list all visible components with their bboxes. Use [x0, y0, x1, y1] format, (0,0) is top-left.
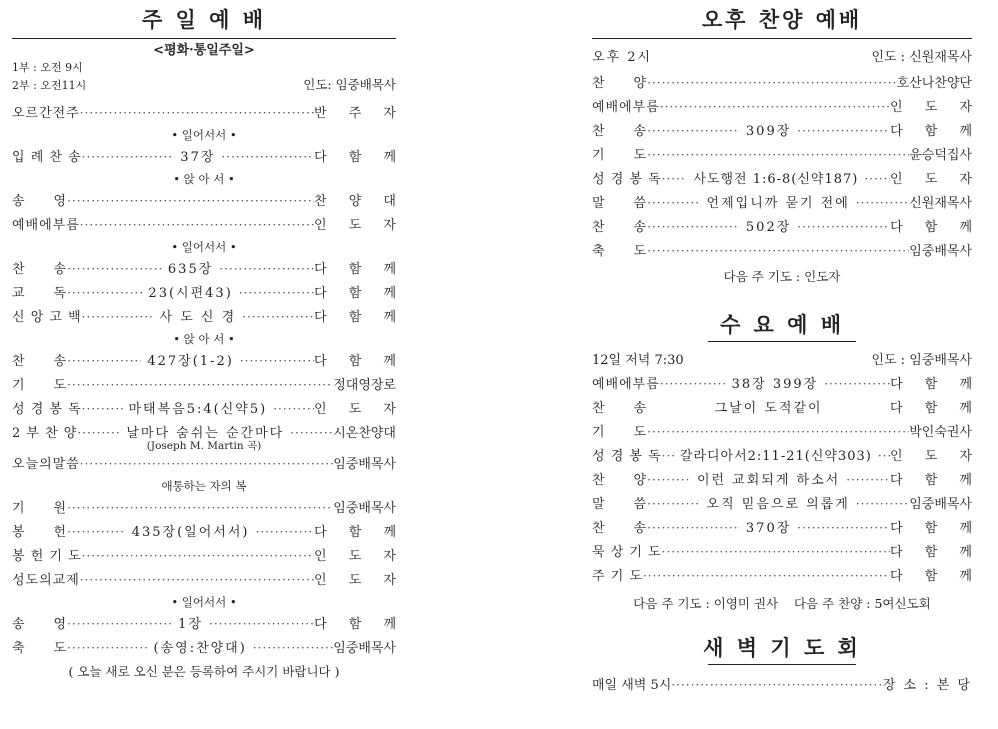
afternoon-time: 오후 2시: [592, 50, 653, 65]
order-label: 2 부 찬 양: [12, 426, 78, 441]
afternoon-header: [592, 47, 972, 69]
dot-leader: [662, 540, 890, 564]
order-responsible: 다 함 께: [890, 569, 981, 584]
order-label: 주 기 도: [592, 569, 643, 584]
order-label: 찬 송: [12, 262, 68, 277]
dot-leader: [67, 281, 142, 305]
order-content: 갈라디아서2:11-21(신약303): [679, 449, 872, 464]
order-item: [12, 520, 406, 544]
order-responsible: 윤승덕집사: [909, 148, 972, 163]
order-content: 그날이 도적같이: [714, 401, 823, 416]
order-responsible: 다 함 께: [314, 310, 406, 325]
dot-leader: [80, 452, 333, 476]
order-label: 말 씀: [592, 196, 648, 211]
order-label: 기 도: [12, 378, 68, 393]
order-responsible: 다 함 께: [890, 124, 982, 139]
order-label: 송 영: [12, 194, 68, 209]
order-label: 찬 송: [592, 124, 648, 139]
order-responsible: 임중배목사: [333, 457, 396, 472]
dot-leader: [242, 305, 314, 329]
afternoon-title: 오후 찬양 예배: [701, 8, 863, 32]
dot-leader: [647, 71, 897, 95]
order-note: 애통하는 자의 복: [161, 479, 247, 493]
wednesday-title-rule: [708, 341, 856, 342]
order-item: [12, 373, 396, 397]
dot-leader: [67, 257, 162, 281]
order-responsible: 호산나찬양단: [896, 76, 972, 91]
order-responsible: 임중배목사: [909, 244, 972, 259]
dot-leader: [82, 145, 175, 169]
order-item: [592, 492, 972, 516]
order-responsible: 다 함 께: [890, 377, 982, 392]
dot-leader: [67, 189, 314, 213]
dot-leader: [290, 421, 333, 445]
order-label: 찬 송: [12, 354, 68, 369]
dot-leader: [647, 191, 700, 215]
dot-leader: [221, 145, 314, 169]
dot-leader: [878, 444, 890, 468]
dot-leader: [662, 167, 688, 191]
dot-leader: [253, 636, 333, 660]
dot-leader: [67, 349, 141, 373]
order-responsible: 임중배목사: [909, 497, 972, 512]
order-label: 묵 상 기 도: [592, 545, 662, 560]
dot-leader: [80, 213, 314, 237]
order-content: 날마다 숨쉬는 순간마다: [126, 426, 285, 441]
order-note: • 앉 아 서 •: [173, 172, 235, 186]
dot-leader: [660, 95, 890, 119]
order-item: [592, 95, 981, 119]
order-item: [12, 145, 406, 169]
order-content: 309장: [745, 124, 792, 139]
dot-leader: [824, 372, 890, 396]
order-item: [12, 568, 405, 592]
order-content: 사 도 신 경: [159, 310, 237, 325]
dot-leader: [797, 119, 890, 143]
order-responsible: 인 도 자: [314, 573, 405, 588]
dot-leader: [797, 516, 890, 540]
dot-leader: [82, 305, 154, 329]
order-responsible: 다 함 께: [890, 473, 981, 488]
order-responsible: 인 도 자: [314, 218, 405, 233]
service-2-line: [12, 75, 396, 93]
order-label: 신 앙 고 백: [12, 310, 82, 325]
wednesday-order-list: [592, 372, 982, 588]
order-responsible: 다 함 께: [314, 525, 406, 540]
dot-leader: [856, 492, 909, 516]
sunday-leader: 인도: 임중배목사: [303, 77, 396, 92]
order-note: • 일어서서 •: [171, 240, 237, 254]
order-item: [12, 496, 396, 520]
order-content: 38장 399장: [731, 377, 819, 392]
sunday-section: [12, 0, 406, 680]
order-responsible: 다 함 께: [890, 545, 981, 560]
order-label: 찬 양: [592, 76, 648, 91]
order-content: 오직 믿음으로 의롭게: [706, 497, 850, 512]
order-item: [592, 396, 981, 420]
order-label: 교 독: [12, 286, 68, 301]
order-item: [12, 189, 405, 213]
order-content: 37장: [180, 150, 216, 165]
order-subnote: (Joseph M. Martin 곡): [146, 440, 262, 452]
order-note: • 앉 아 서 •: [173, 332, 235, 346]
order-label: 말 씀: [592, 497, 648, 512]
order-responsible: 다 함 께: [890, 220, 982, 235]
order-responsible: 시온찬양대: [333, 426, 396, 441]
order-item: [12, 544, 405, 568]
dot-leader: [846, 468, 890, 492]
dawn-title: 새 벽 기 도 회: [703, 636, 861, 660]
afternoon-order-list: [592, 71, 982, 263]
order-item: [12, 452, 396, 476]
order-responsible: 정대영장로: [333, 378, 396, 393]
dot-leader: [647, 239, 909, 263]
order-content: (송영:찬양대): [153, 641, 247, 656]
dot-leader: [647, 492, 700, 516]
order-responsible: 다 함 께: [314, 354, 405, 369]
dot-leader: [647, 143, 909, 167]
dot-leader: [240, 349, 314, 373]
order-label: 성 경 봉 독: [592, 172, 662, 187]
dot-leader: [864, 167, 890, 191]
dot-leader: [80, 568, 314, 592]
order-responsible: 인 도 자: [314, 402, 405, 417]
order-item: [592, 468, 981, 492]
dot-leader: [647, 215, 740, 239]
dot-leader: [856, 191, 909, 215]
order-label: 축 도: [592, 244, 648, 259]
afternoon-title-rule: [592, 38, 972, 39]
order-content: 635장: [167, 262, 214, 277]
order-note: • 일어서서 •: [171, 595, 237, 609]
order-responsible: 박인숙권사: [909, 425, 972, 440]
order-item: [592, 239, 972, 263]
dot-leader: [647, 516, 740, 540]
order-label: 송 영: [12, 617, 68, 632]
service-1-time: 1부 : 오전 9시: [12, 61, 83, 74]
order-responsible: 인 도 자: [314, 549, 405, 564]
dot-leader: [82, 544, 314, 568]
order-item: [12, 397, 405, 421]
order-content: 사도행전 1:6-8(신약187): [693, 172, 859, 187]
order-label: 찬 송: [592, 220, 648, 235]
order-content: 435장(일어서서): [131, 525, 250, 540]
dot-leader: [647, 119, 740, 143]
order-label: 성도의교제: [12, 573, 80, 588]
order-item: [592, 420, 972, 444]
order-label: 성 경 봉 독: [12, 402, 82, 417]
order-item: [12, 257, 406, 281]
right-column: [592, 0, 982, 697]
wednesday-time: 12일 저녁 7:30: [592, 353, 684, 368]
order-item: [592, 167, 981, 191]
service-2-time: 2부 : 오전11시: [12, 79, 87, 92]
order-content: 23(시편43): [148, 286, 233, 301]
dawn-place: 장 소 : 본 당: [882, 678, 972, 693]
order-label: 축 도: [12, 641, 68, 656]
dot-leader: [77, 421, 120, 445]
dot-leader: [273, 397, 314, 421]
order-item: [592, 215, 982, 239]
order-label: 찬 송: [592, 521, 648, 536]
order-responsible: 찬 양 대: [314, 194, 405, 209]
order-note: • 일어서서 •: [171, 128, 237, 142]
order-item: [12, 305, 406, 329]
dot-leader: [67, 636, 147, 660]
sunday-footer: ( 오늘 새로 오신 분은 등록하여 주시기 바랍니다 ): [68, 664, 340, 679]
order-label: 예배에부름: [12, 218, 80, 233]
dawn-line: [592, 673, 972, 697]
sunday-title-rule: [12, 38, 396, 39]
order-label: 봉 헌 기 도: [12, 549, 82, 564]
dawn-time: 매일 새벽 5시: [592, 678, 672, 693]
order-responsible: 다 함 께: [314, 286, 406, 301]
order-label: 입 례 찬 송: [12, 150, 82, 165]
order-item: [592, 564, 981, 588]
order-responsible: 다 함 께: [314, 150, 406, 165]
order-label: 기 원: [12, 501, 68, 516]
order-label: 오늘의말씀: [12, 457, 80, 472]
dot-leader: [797, 215, 890, 239]
order-responsible: 반 주 자: [314, 106, 405, 121]
order-item: [12, 636, 396, 660]
sunday-order-list: [12, 101, 406, 660]
order-item: [592, 191, 972, 215]
order-item: [12, 101, 405, 125]
order-item: [592, 540, 981, 564]
order-item: [592, 143, 972, 167]
order-responsible: 인 도 자: [890, 449, 981, 464]
order-label: 예배에부름: [592, 377, 660, 392]
order-responsible: 다 함 께: [314, 617, 406, 632]
order-label: 기 도: [592, 425, 648, 440]
order-item: [12, 281, 406, 305]
dot-leader: [647, 468, 691, 492]
order-item: [592, 119, 982, 143]
dot-leader: [67, 520, 126, 544]
order-responsible: 인 도 자: [890, 172, 981, 187]
order-item: [12, 612, 406, 636]
dot-leader: [67, 612, 172, 636]
order-label: 봉 헌: [12, 525, 68, 540]
order-content: 502장: [745, 220, 792, 235]
order-content: 마태복음5:4(신약5): [128, 402, 268, 417]
sunday-subtitle: <평화·통일주일>: [153, 43, 255, 58]
dot-leader: [67, 373, 333, 397]
afternoon-leader: 인도 : 신원재목사: [871, 50, 972, 65]
order-responsible: 신원재목사: [909, 196, 972, 211]
wednesday-next: 다음 주 기도 : 이영미 권사 다음 주 찬양 : 5여신도회: [633, 596, 931, 611]
order-label: 찬 양: [592, 473, 648, 488]
order-content: 427장(1-2): [147, 354, 234, 369]
dot-leader: [660, 372, 726, 396]
dot-leader: [209, 612, 314, 636]
dawn-title-rule: [708, 664, 856, 665]
order-label: 오르간전주: [12, 106, 80, 121]
order-item: [592, 372, 982, 396]
wednesday-header: [592, 350, 972, 372]
wednesday-leader: 인도 : 임중배목사: [871, 353, 972, 368]
order-content: 370장: [745, 521, 792, 536]
dot-leader: [643, 564, 890, 588]
dot-leader: [662, 444, 674, 468]
order-content: 언제입니까 묻기 전에: [706, 196, 850, 211]
dot-leader: [219, 257, 314, 281]
order-label: 예배에부름: [592, 100, 660, 115]
order-content: 이런 교회되게 하소서: [696, 473, 841, 488]
dot-leader: [255, 520, 314, 544]
order-label: 기 도: [592, 148, 648, 163]
order-item: [592, 516, 982, 540]
order-responsible: 인 도 자: [890, 100, 981, 115]
order-responsible: 다 함 께: [890, 401, 981, 416]
afternoon-next-prayer: 다음 주 기도 : 인도자: [723, 269, 841, 284]
order-responsible: 임중배목사: [333, 641, 396, 656]
order-label: 성 경 봉 독: [592, 449, 662, 464]
dot-leader: [647, 420, 909, 444]
wednesday-title: 수 요 예 배: [719, 313, 845, 337]
order-label: 찬 송: [592, 401, 648, 416]
order-item: [592, 71, 972, 95]
dot-leader: [82, 397, 123, 421]
dot-leader: [671, 673, 883, 697]
order-responsible: 임중배목사: [333, 501, 396, 516]
order-responsible: 다 함 께: [314, 262, 406, 277]
order-item: [12, 213, 405, 237]
dot-leader: [80, 101, 314, 125]
sunday-title: 주 일 예 배: [141, 8, 267, 32]
order-item: [12, 349, 405, 373]
dot-leader: [239, 281, 314, 305]
order-item: [592, 444, 981, 468]
order-content: 1장: [178, 617, 204, 632]
dot-leader: [67, 496, 333, 520]
order-responsible: 다 함 께: [890, 521, 982, 536]
